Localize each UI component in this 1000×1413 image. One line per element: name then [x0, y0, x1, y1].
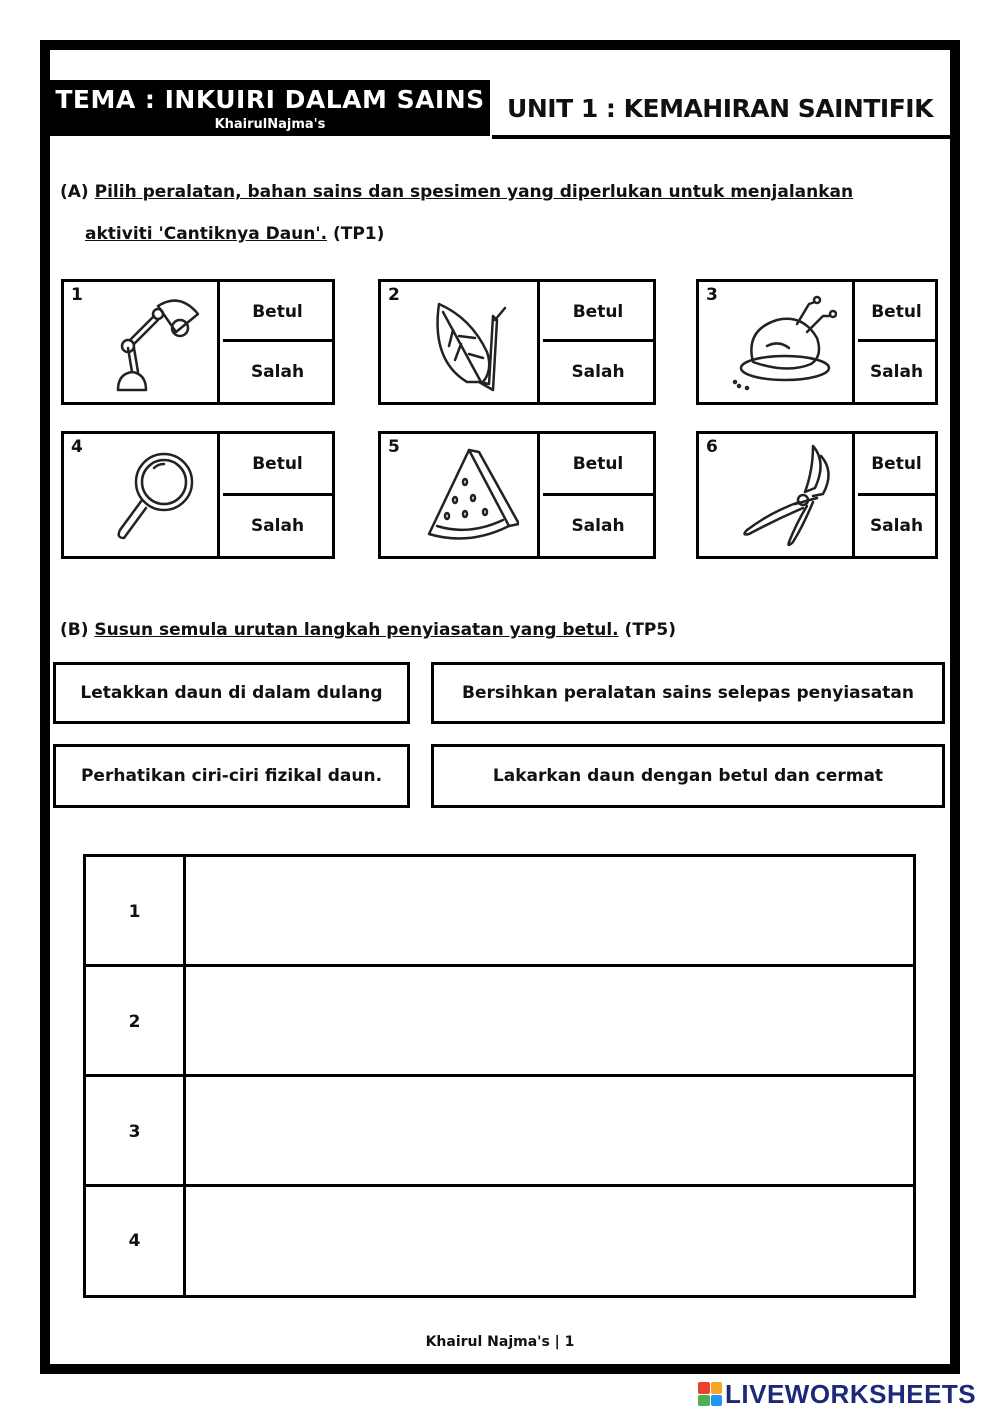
- betul-option-6[interactable]: Betul: [858, 434, 935, 496]
- item-image-4: [64, 434, 220, 556]
- item-number: 3: [706, 285, 718, 305]
- watermelon-slice-icon: [409, 442, 519, 546]
- liveworksheets-grid-icon: [698, 1382, 722, 1406]
- question-b-label: (B): [60, 620, 89, 640]
- question-b-text: Susun semula urutan langkah penyiasatan yang betul.: [94, 620, 619, 640]
- leaf-icon: [409, 290, 519, 394]
- page-footer: Khairul Najma's | 1: [425, 1334, 575, 1350]
- answer-table: [83, 854, 916, 1298]
- answer-drop-zone-4[interactable]: [186, 1187, 913, 1295]
- salah-option-4[interactable]: Salah: [250, 516, 305, 536]
- question-a-line2: [85, 224, 384, 244]
- question-a-text1: Pilih peralatan, bahan sains dan spesimen yang diperlukan untuk menjalankan: [94, 182, 854, 202]
- roast-chicken-icon: [727, 290, 837, 394]
- question-a-label: (A): [60, 182, 89, 202]
- answer-drop-zone-3[interactable]: [186, 1077, 913, 1187]
- item-number: 5: [388, 437, 400, 457]
- desk-lamp-icon: [92, 290, 202, 394]
- salah-option-2[interactable]: Salah: [571, 362, 625, 382]
- author-label: KhairulNajma's: [214, 117, 326, 132]
- betul-option-2[interactable]: Betul: [543, 282, 653, 342]
- answer-drop-zone-2[interactable]: [186, 967, 913, 1077]
- item-image-3: [699, 282, 855, 402]
- betul-option-1[interactable]: Betul: [223, 282, 332, 342]
- betul-option-5[interactable]: Betul: [543, 434, 653, 496]
- betul-option-3[interactable]: Betul: [858, 282, 935, 342]
- salah-option-5[interactable]: Salah: [571, 516, 625, 536]
- row-number: 2: [86, 967, 186, 1077]
- question-a-text2: aktiviti 'Cantiknya Daun'.: [85, 224, 328, 244]
- unit-title: UNIT 1 : KEMAHIRAN SAINTIFIK: [492, 83, 948, 135]
- betul-option-4[interactable]: Betul: [223, 434, 332, 496]
- answer-row-4: [86, 1187, 913, 1297]
- item-card-6: [696, 431, 938, 559]
- step-card-1[interactable]: Letakkan daun di dalam dulang: [53, 662, 410, 724]
- theme-title: TEMA : INKUIRI DALAM SAINS: [55, 85, 485, 114]
- salah-option-6[interactable]: Salah: [869, 516, 924, 536]
- question-a-tp: (TP1): [332, 224, 385, 244]
- answer-row-2: [86, 967, 913, 1077]
- row-number: 1: [86, 857, 186, 967]
- item-card-3: [696, 279, 938, 405]
- answer-row-3: [86, 1077, 913, 1187]
- item-card-5: [378, 431, 656, 559]
- item-image-6: [699, 434, 855, 556]
- question-b: [60, 620, 676, 640]
- item-number: 4: [71, 437, 83, 457]
- brand-name: LIVEWORKSHEETS: [725, 1378, 977, 1409]
- step-card-4[interactable]: Lakarkan daun dengan betul dan cermat: [431, 744, 945, 808]
- step-card-2[interactable]: Bersihkan peralatan sains selepas penyiasatan: [431, 662, 945, 724]
- item-image-1: [64, 282, 220, 402]
- item-image-5: [381, 434, 540, 556]
- answer-row-1: [86, 857, 913, 967]
- item-card-4: [61, 431, 335, 559]
- item-number: 1: [71, 285, 83, 305]
- step-card-3[interactable]: Perhatikan ciri-ciri fizikal daun.: [53, 744, 410, 808]
- theme-banner: [50, 80, 490, 136]
- question-a-line1: [60, 182, 853, 202]
- item-number: 6: [706, 437, 718, 457]
- row-number: 3: [86, 1077, 186, 1187]
- answer-drop-zone-1[interactable]: [186, 857, 913, 967]
- item-image-2: [381, 282, 540, 402]
- salah-option-3[interactable]: Salah: [869, 362, 924, 382]
- pruning-shears-icon: [727, 442, 837, 546]
- item-card-2: [378, 279, 656, 405]
- row-number: 4: [86, 1187, 186, 1295]
- salah-option-1[interactable]: Salah: [250, 362, 305, 382]
- item-number: 2: [388, 285, 400, 305]
- header-divider: [492, 135, 950, 139]
- magnifying-glass-icon: [92, 442, 202, 546]
- liveworksheets-logo[interactable]: [698, 1380, 976, 1408]
- question-b-tp: (TP5): [624, 620, 676, 640]
- item-card-1: [61, 279, 335, 405]
